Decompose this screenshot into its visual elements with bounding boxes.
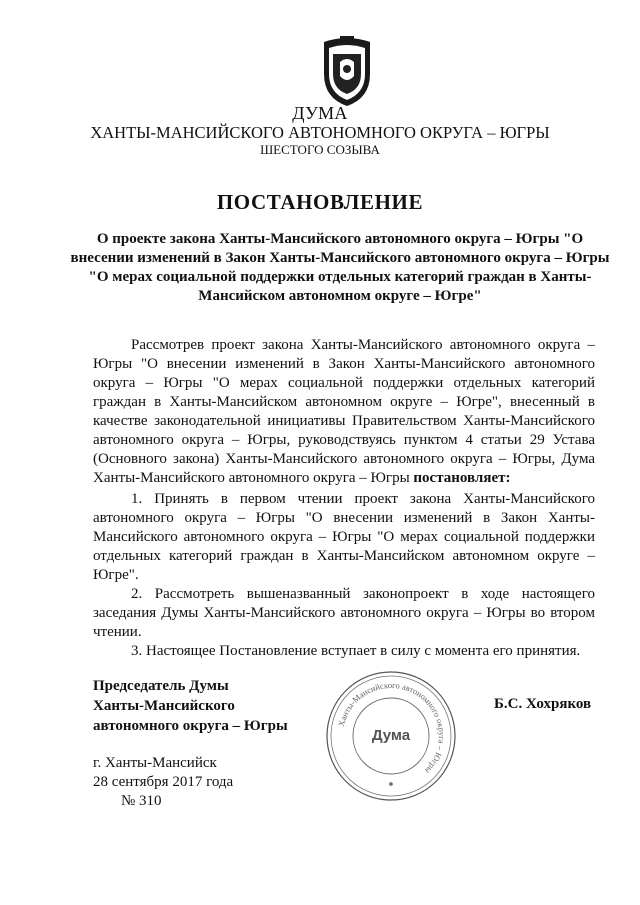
city: г. Ханты-Мансийск [93, 755, 217, 771]
signatory-position-line: автономного округа – Югры [93, 718, 288, 734]
decision-item-3: 3. Настоящее Постановление вступает в силу с момента его принятия. [131, 643, 581, 659]
preamble-paragraph [93, 336, 595, 488]
stamp-center-text: Дума [371, 727, 411, 744]
signatory-name: Б.С. Хохряков [494, 696, 592, 712]
decision-item-1: 1. Принять в первом чтении проект закона Ханты-Мансийского автономного округа – Югры "О внесении изменений в Закон Ханты-Мансийского автономного округа – Югры "О мерах социальной поддержки отдельных категорий граждан в Ханты-Мансийском автономном округе – Югре". [93, 491, 595, 583]
date: 28 сентября 2017 года [93, 774, 234, 790]
official-stamp [323, 668, 459, 804]
decision-item-2: 2. Рассмотреть вышеназванный законопроект в ходе настоящего заседания Думы Ханты-Мансийского автономного округа – Югры во втором чтении. [93, 586, 595, 640]
preamble-text: Рассмотрев проект закона Ханты-Мансийского автономного округа – Югры "О внесении изменений в Закон Ханты-Мансийского автономного округа – Югры "О мерах социальной поддержки отдельных категорий граждан в Ханты-Мансийском автономном округе – Югре", внесенный в качестве законодательной инициативы Правительством Ханты-Мансийского автономного округа – Югры, руководствуясь пунктом 4 статьи 29 Устава (Основного закона) Ханты-Мансийского автономного округа – Югры, Дума Ханты-Мансийского автономного округа – Югры [93, 337, 595, 486]
decision-items [93, 490, 595, 661]
signatory-position-line: Ханты-Мансийского [93, 698, 235, 714]
coat-of-arms-icon [318, 36, 376, 108]
region-name: ХАНТЫ-МАНСИЙСКОГО АВТОНОМНОГО ОКРУГА – ЮГРЫ [90, 123, 550, 142]
place-date-number [93, 754, 233, 811]
document-number: № 310 [121, 793, 162, 809]
signatory-position-line: Председатель Думы [93, 678, 229, 694]
decision-keyword: постановляет: [413, 470, 511, 486]
signatory-position [93, 676, 288, 736]
document-subject: О проекте закона Ханты-Мансийского автономного округа – Югры "О внесении изменений в Закон Ханты-Мансийского автономного округа – Югры "О мерах социальной поддержки отдельных категорий граждан в Ханты-Мансийском автономном округе – Югре" [70, 231, 610, 304]
parliament-name: ДУМА [292, 103, 348, 123]
stamp-dot [389, 782, 393, 786]
convocation: ШЕСТОГО СОЗЫВА [260, 142, 380, 157]
stamp-ring-text: Ханты-Мансийского автономного округа – Югры [335, 679, 448, 776]
document-type-title: ПОСТАНОВЛЕНИЕ [216, 190, 424, 214]
